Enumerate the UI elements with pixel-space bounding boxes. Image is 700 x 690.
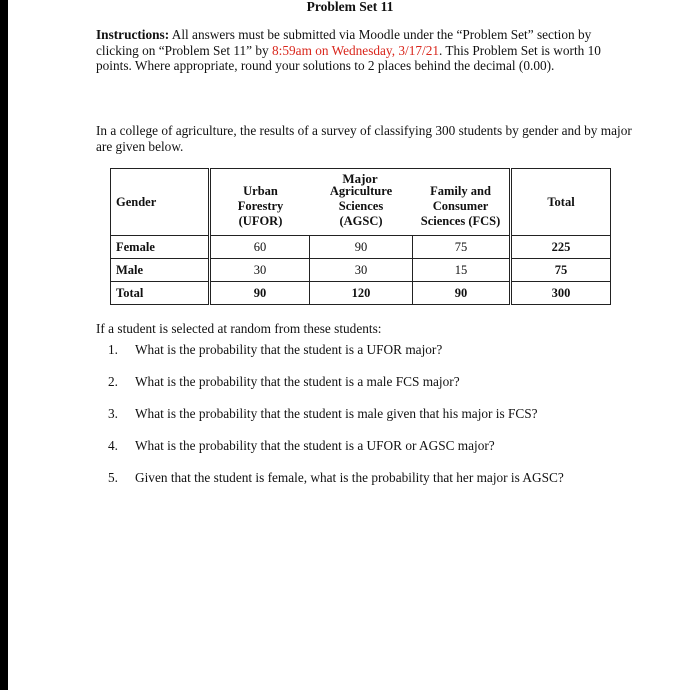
question-number: 3. <box>108 406 118 421</box>
instructions-paragraph <box>96 27 636 74</box>
table-cell: 30 <box>310 259 413 282</box>
question-number: 2. <box>108 374 118 389</box>
total-header: Total <box>511 169 611 236</box>
deadline-text: 8:59am on Wednesday, 3/17/21 <box>272 42 439 58</box>
table-cell: 120 <box>310 282 413 305</box>
table-cell: 90 <box>310 236 413 259</box>
col-fcs-line1: Family and <box>430 184 491 198</box>
gender-header: Gender <box>111 169 210 236</box>
instructions-label: Instructions: <box>96 27 170 42</box>
col-fcs-header <box>412 186 509 229</box>
col-agsc-line3: (AGSC) <box>339 214 383 228</box>
question-text: What is the probability that the student is a male FCS major? <box>135 374 460 389</box>
col-agsc-line1: Agriculture <box>329 184 393 198</box>
col-fcs-line3: Sciences (FCS) <box>420 214 501 228</box>
table-cell: 60 <box>210 236 310 259</box>
row-total: 300 <box>511 282 611 305</box>
table-cell: 30 <box>210 259 310 282</box>
table-header-row <box>111 169 611 236</box>
major-subheaders <box>211 186 509 229</box>
question-number: 1. <box>108 342 118 357</box>
col-ufor-line1: Urban <box>243 184 278 198</box>
list-item <box>96 374 564 406</box>
question-number: 5. <box>108 470 118 485</box>
table-row-total <box>111 282 611 305</box>
major-label: Major <box>342 171 378 186</box>
page-title: Problem Set 11 <box>306 0 394 14</box>
major-header-cell <box>210 169 511 236</box>
question-text: What is the probability that the student is a UFOR major? <box>135 342 443 357</box>
row-total: 225 <box>511 236 611 259</box>
list-item <box>96 438 564 470</box>
col-ufor-line3: (UFOR) <box>238 214 283 228</box>
instructions-text-b: . This Problem Set is worth 10 points. Where appropriate, round your solutions to 2 places behind the decimal (0.00). <box>96 42 601 73</box>
col-fcs-line2: Consumer <box>432 199 489 213</box>
row-label: Male <box>111 259 210 282</box>
intro-paragraph: In a college of agriculture, the results of a survey of classifying 300 students by gender and by major are given below. <box>96 123 632 154</box>
question-text: Given that the student is female, what is the probability that her major is AGSC? <box>135 470 564 485</box>
row-total: 75 <box>511 259 611 282</box>
instructions-text-a: All answers must be submitted via Moodle under the “Problem Set” section by clicking on “Problem Set 11” by <box>96 27 592 58</box>
question-number: 4. <box>108 438 118 453</box>
left-edge-bar <box>0 0 8 690</box>
question-text: What is the probability that the student is a UFOR or AGSC major? <box>135 438 495 453</box>
row-label: Total <box>111 282 210 305</box>
questions-lead: If a student is selected at random from these students: <box>96 321 382 336</box>
table-cell: 75 <box>413 236 511 259</box>
table-cell: 90 <box>413 282 511 305</box>
col-agsc-line2: Sciences <box>338 199 384 213</box>
question-text: What is the probability that the student is male given that his major is FCS? <box>135 406 538 421</box>
col-agsc-header <box>310 186 412 229</box>
table-row-female <box>111 236 611 259</box>
table-cell: 90 <box>210 282 310 305</box>
list-item <box>96 470 564 502</box>
list-item <box>96 406 564 438</box>
col-ufor-header <box>211 186 310 229</box>
table-cell: 15 <box>413 259 511 282</box>
table-row-male <box>111 259 611 282</box>
col-ufor-line2: Forestry <box>237 199 284 213</box>
list-item <box>96 342 564 374</box>
survey-table <box>110 168 611 305</box>
row-label: Female <box>111 236 210 259</box>
questions-list <box>96 342 564 502</box>
